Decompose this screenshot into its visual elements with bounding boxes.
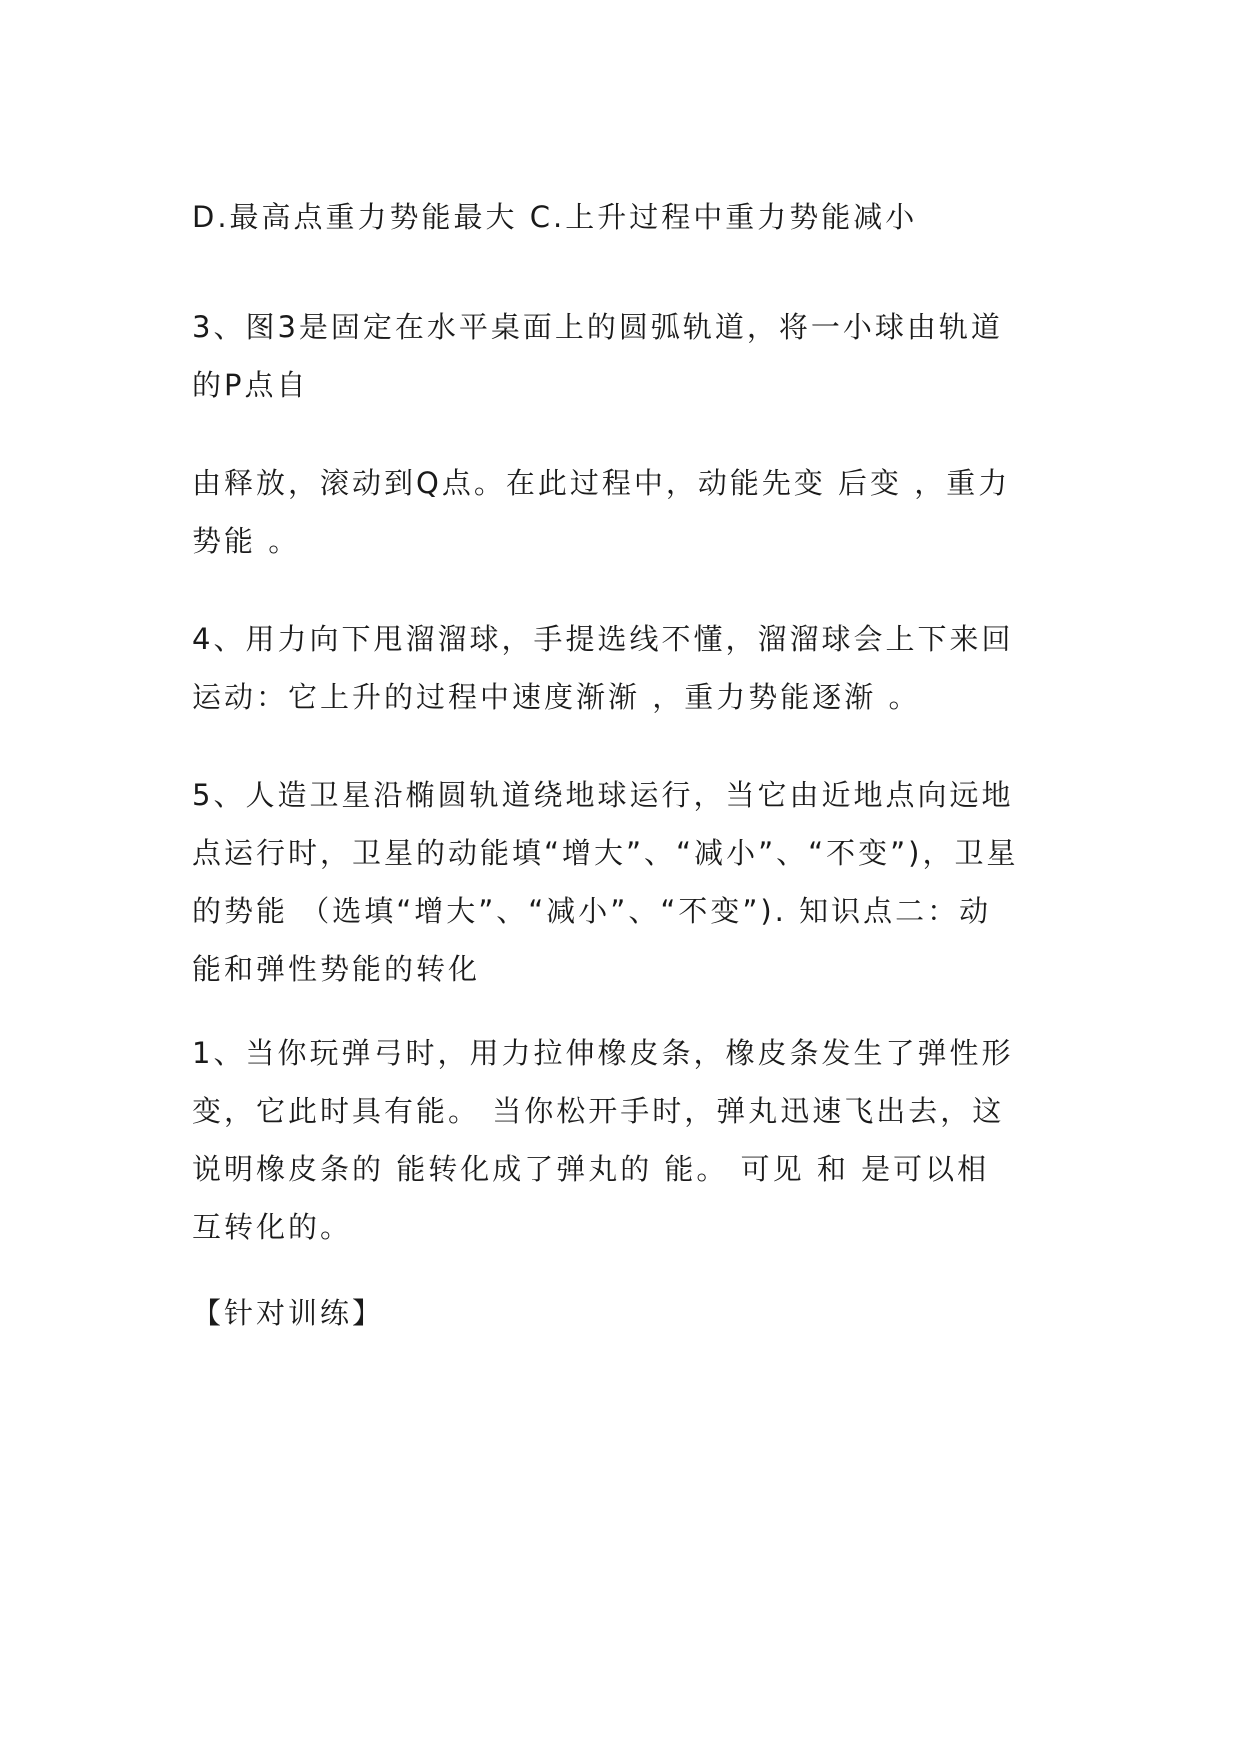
text-line: 【针对训练】 (192, 1296, 385, 1330)
text-line: 互转化的。 (192, 1210, 353, 1244)
text-line: 由释放，滚动到Q点。在此过程中，动能先变 后变 ，重力 (192, 466, 1011, 500)
text-line: 1、当你玩弹弓时，用力拉伸橡皮条，橡皮条发生了弹性形 (192, 1036, 1014, 1070)
text-line: 4、用力向下甩溜溜球，手提选线不懂，溜溜球会上下来回 (192, 622, 1014, 656)
text-line: 3、图3是固定在水平桌面上的圆弧轨道，将一小球由轨道 (192, 310, 1003, 344)
text-line: 能和弹性势能的转化 (192, 952, 481, 986)
paragraph-question-4 (192, 610, 1052, 726)
paragraph-slingshot (192, 1024, 1052, 1256)
text-line: 运动：它上升的过程中速度渐渐 ，重力势能逐渐 。 (192, 680, 921, 714)
text-line: 5、人造卫星沿椭圆轨道绕地球运行，当它由近地点向远地 (192, 778, 1014, 812)
paragraph-question-5 (192, 766, 1052, 998)
text-line: 的P点自 (192, 368, 309, 402)
paragraph-question-3-cont (192, 454, 1052, 570)
text-line: 的势能 （选填“增大”、“减小”、“不变”). 知识点二：动 (192, 894, 992, 928)
text-line: 说明橡皮条的 能转化成了弹丸的 能。 可见 和 是可以相 (192, 1152, 990, 1186)
section-heading-training (192, 1284, 1052, 1342)
text-line: 点运行时，卫星的动能填“增大”、“减小”、“不变”)，卫星 (192, 836, 1019, 870)
paragraph-question-3 (192, 298, 1052, 414)
text-line: D.最高点重力势能最大 C.上升过程中重力势能减小 (192, 200, 918, 234)
text-line: 变，它此时具有能。 当你松开手时，弹丸迅速飞出去，这 (192, 1094, 1005, 1128)
text-line: 势能 。 (192, 524, 301, 558)
paragraph-option-d-c (192, 188, 1052, 246)
